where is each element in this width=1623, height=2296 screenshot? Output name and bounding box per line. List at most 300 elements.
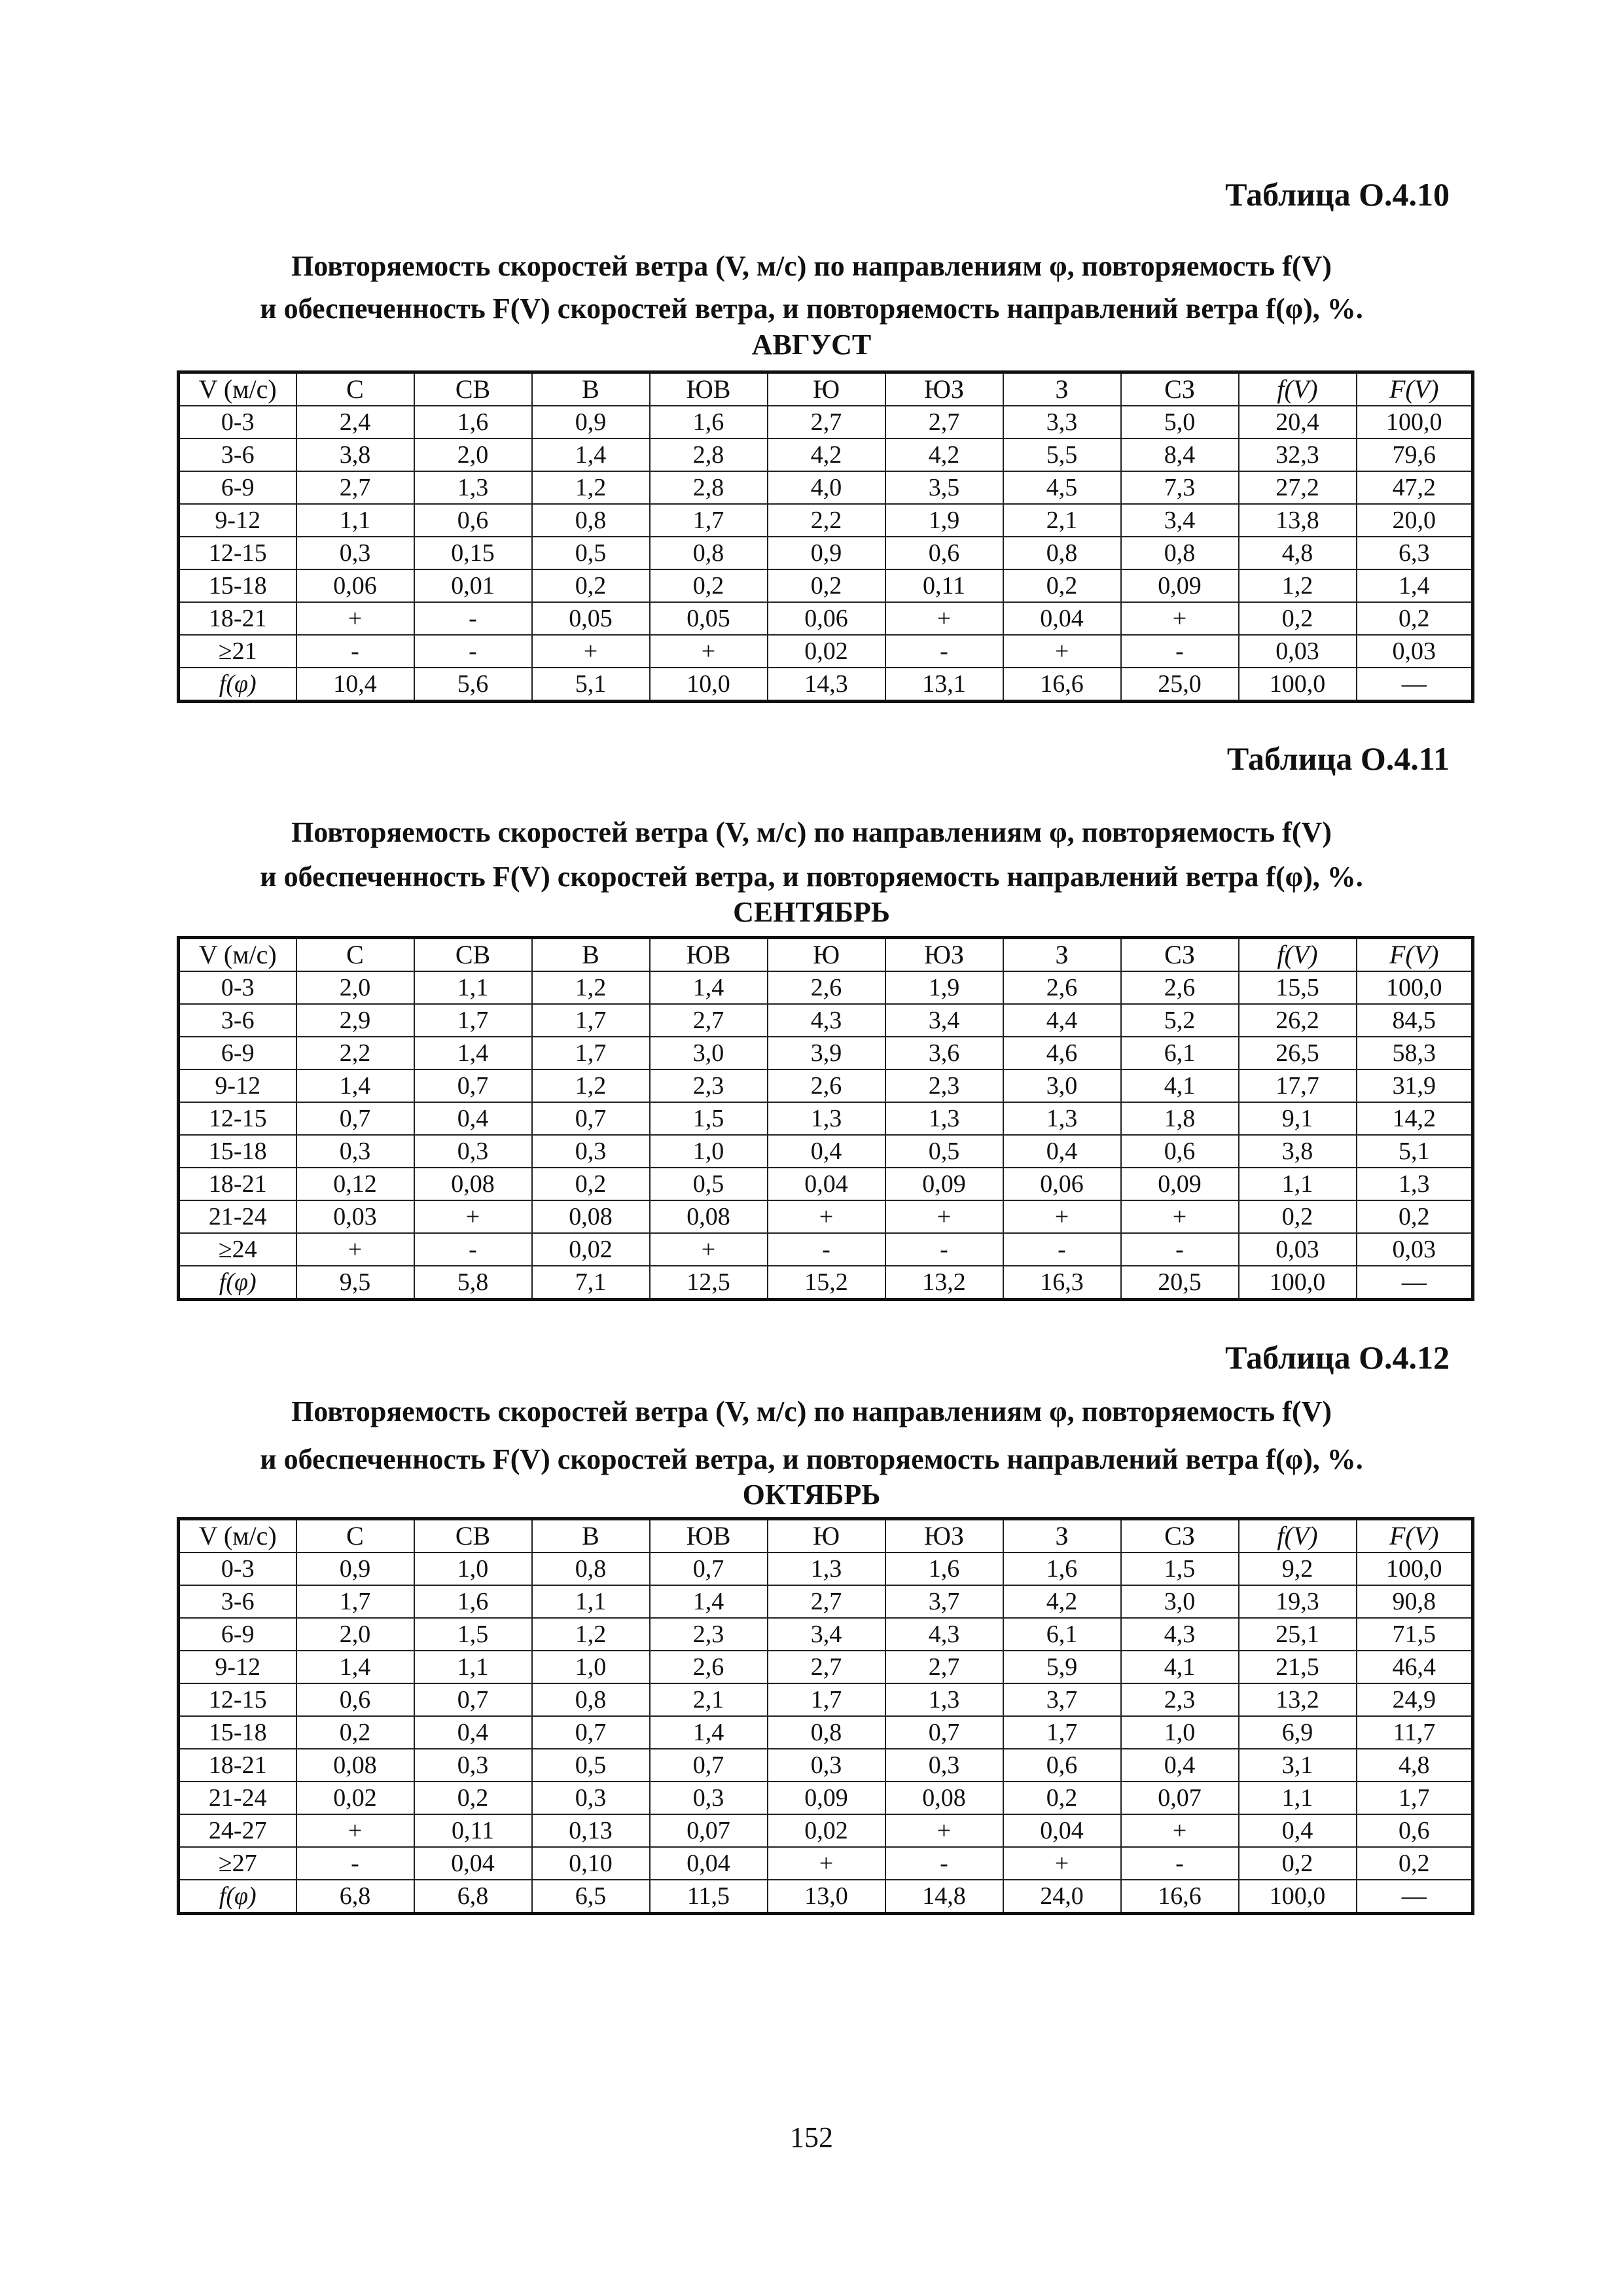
table-cell: 15,2: [768, 1266, 885, 1300]
table-cell: 2,0: [296, 1618, 414, 1651]
table-cell: —: [1357, 1266, 1473, 1300]
table-row: [179, 635, 1473, 668]
table-cell: 1,2: [1239, 569, 1357, 602]
table-cell: 3,4: [768, 1618, 885, 1651]
table-cell: 2,3: [1121, 1683, 1239, 1716]
table-cell: 1,4: [296, 1651, 414, 1683]
table-cell: 0,7: [532, 1716, 650, 1749]
table-cell: -: [1121, 1233, 1239, 1266]
table-cell: 0,2: [296, 1716, 414, 1749]
table-cell: -: [768, 1233, 885, 1266]
table-cell: 0,06: [1003, 1168, 1121, 1200]
column-header: V (м/с): [179, 938, 296, 972]
table-cell: 0,09: [1121, 569, 1239, 602]
table-cell: 1,1: [296, 504, 414, 537]
table-cell: 0,5: [532, 1749, 650, 1782]
table-cell: 1,3: [1357, 1168, 1473, 1200]
table-row: [179, 1716, 1473, 1749]
table-cell: 3,7: [1003, 1683, 1121, 1716]
table-row: [179, 1233, 1473, 1266]
table-cell: 1,5: [1121, 1552, 1239, 1585]
row-label: ≥21: [179, 635, 296, 668]
row-label: ≥24: [179, 1233, 296, 1266]
table-cell: 0,6: [296, 1683, 414, 1716]
table-cell: 100,0: [1357, 406, 1473, 439]
table-cell: 1,3: [885, 1683, 1003, 1716]
table-cell: 1,1: [414, 1651, 532, 1683]
table-cell: 0,04: [650, 1847, 768, 1880]
table-cell: 15,5: [1239, 971, 1357, 1004]
table-cell: 5,2: [1121, 1004, 1239, 1037]
table-row: [179, 1037, 1473, 1069]
table-cell: 1,7: [768, 1683, 885, 1716]
table-cell: 0,10: [532, 1847, 650, 1880]
table-cell: 0,13: [532, 1814, 650, 1847]
table-cell: 1,2: [532, 1069, 650, 1102]
table-cell: +: [650, 1233, 768, 1266]
table-cell: 1,7: [532, 1004, 650, 1037]
table-cell: 90,8: [1357, 1585, 1473, 1618]
table-cell: 0,3: [885, 1749, 1003, 1782]
table-cell: -: [1121, 1847, 1239, 1880]
table-row: [179, 1552, 1473, 1585]
column-header: ЮЗ: [885, 372, 1003, 406]
table-cell: +: [296, 1814, 414, 1847]
table-number: Таблица О.4.12: [1225, 1339, 1450, 1376]
table-row: [179, 1749, 1473, 1782]
table-cell: 0,06: [768, 602, 885, 635]
table-cell: +: [768, 1847, 885, 1880]
table-cell: 2,0: [414, 439, 532, 471]
table-cell: 0,2: [768, 569, 885, 602]
table-cell: +: [885, 1200, 1003, 1233]
table-cell: 0,4: [1239, 1814, 1357, 1847]
row-label: f(φ): [179, 1880, 296, 1914]
table-cell: 4,1: [1121, 1069, 1239, 1102]
table-cell: 4,2: [885, 439, 1003, 471]
table-cell: 0,7: [296, 1102, 414, 1135]
column-header: СЗ: [1121, 938, 1239, 972]
column-header: V (м/с): [179, 1519, 296, 1553]
table-cell: +: [650, 635, 768, 668]
table-cell: 25,0: [1121, 668, 1239, 702]
table-cell: 13,8: [1239, 504, 1357, 537]
table-cell: 0,4: [768, 1135, 885, 1168]
table-cell: 2,6: [768, 971, 885, 1004]
column-header: З: [1003, 372, 1121, 406]
table-cell: 0,03: [296, 1200, 414, 1233]
column-header: СЗ: [1121, 372, 1239, 406]
table-number: Таблица О.4.11: [1226, 740, 1450, 777]
table-cell: 6,8: [414, 1880, 532, 1914]
table-cell: 3,5: [885, 471, 1003, 504]
table-cell: +: [414, 1200, 532, 1233]
table-cell: 0,5: [650, 1168, 768, 1200]
row-label: 3-6: [179, 1585, 296, 1618]
table-cell: 2,1: [1003, 504, 1121, 537]
table-cell: -: [885, 635, 1003, 668]
table-cell: 0,2: [532, 569, 650, 602]
row-label: 18-21: [179, 1168, 296, 1200]
table-cell: 1,7: [650, 504, 768, 537]
column-header: f(V): [1239, 372, 1357, 406]
table-cell: 0,2: [1357, 1200, 1473, 1233]
table-cell: -: [296, 1847, 414, 1880]
table-cell: 0,03: [1239, 635, 1357, 668]
table-cell: 0,11: [414, 1814, 532, 1847]
table-cell: 100,0: [1239, 668, 1357, 702]
table-cell: +: [1003, 635, 1121, 668]
table-cell: 0,15: [414, 537, 532, 569]
column-header: Ю: [768, 1519, 885, 1553]
table-cell: 27,2: [1239, 471, 1357, 504]
table-cell: 16,3: [1003, 1266, 1121, 1300]
column-header: V (м/с): [179, 372, 296, 406]
row-label: f(φ): [179, 1266, 296, 1300]
table-cell: 0,4: [414, 1102, 532, 1135]
table-row: [179, 1585, 1473, 1618]
table-cell: 2,1: [650, 1683, 768, 1716]
page-number: 152: [790, 2121, 833, 2153]
row-label: 3-6: [179, 1004, 296, 1037]
table-cell: -: [1121, 635, 1239, 668]
table-cell: 6,1: [1121, 1037, 1239, 1069]
table-cell: 16,6: [1121, 1880, 1239, 1914]
table-cell: 3,3: [1003, 406, 1121, 439]
row-label: 12-15: [179, 1102, 296, 1135]
table-cell: 1,6: [414, 406, 532, 439]
table-cell: 7,1: [532, 1266, 650, 1300]
table-cell: 46,4: [1357, 1651, 1473, 1683]
table-cell: +: [768, 1200, 885, 1233]
table-cell: 3,4: [885, 1004, 1003, 1037]
table-cell: 4,8: [1239, 537, 1357, 569]
row-label: 9-12: [179, 504, 296, 537]
table-cell: 2,3: [650, 1069, 768, 1102]
table-cell: 0,3: [532, 1135, 650, 1168]
table-cell: 1,3: [1003, 1102, 1121, 1135]
table-cell: 26,5: [1239, 1037, 1357, 1069]
table-cell: 1,8: [1121, 1102, 1239, 1135]
table-cell: 31,9: [1357, 1069, 1473, 1102]
table-cell: 0,02: [768, 635, 885, 668]
table-cell: 13,1: [885, 668, 1003, 702]
table-cell: 5,0: [1121, 406, 1239, 439]
table-cell: 0,12: [296, 1168, 414, 1200]
table-cell: 10,4: [296, 668, 414, 702]
table-cell: 1,9: [885, 504, 1003, 537]
table-caption-line2: и обеспеченность F(V) скоростей ветра, и повторяемость направлений ветра f(φ), %.: [260, 861, 1363, 893]
table-cell: 2,2: [296, 1037, 414, 1069]
table-cell: 2,7: [650, 1004, 768, 1037]
table-cell: 5,9: [1003, 1651, 1121, 1683]
table-cell: +: [885, 1814, 1003, 1847]
table-cell: 3,9: [768, 1037, 885, 1069]
table-cell: 6,8: [296, 1880, 414, 1914]
table-cell: 32,3: [1239, 439, 1357, 471]
table-cell: 0,6: [1121, 1135, 1239, 1168]
table-cell: 14,3: [768, 668, 885, 702]
table-cell: 1,6: [885, 1552, 1003, 1585]
table-cell: 1,5: [414, 1618, 532, 1651]
row-label: 15-18: [179, 1135, 296, 1168]
row-label: 9-12: [179, 1069, 296, 1102]
table-cell: 4,4: [1003, 1004, 1121, 1037]
table-cell: 1,0: [532, 1651, 650, 1683]
table-cell: 6,1: [1003, 1618, 1121, 1651]
table-cell: 12,5: [650, 1266, 768, 1300]
row-label: 21-24: [179, 1200, 296, 1233]
table-cell: 0,2: [414, 1782, 532, 1814]
table-cell: 0,5: [885, 1135, 1003, 1168]
table-cell: 0,9: [532, 406, 650, 439]
table-cell: 2,7: [768, 1585, 885, 1618]
table-cell: -: [414, 635, 532, 668]
table-cell: 1,7: [1003, 1716, 1121, 1749]
table-cell: 0,5: [532, 537, 650, 569]
table-cell: -: [885, 1847, 1003, 1880]
table-cell: 2,3: [650, 1618, 768, 1651]
table-cell: 1,2: [532, 1618, 650, 1651]
table-row: [179, 439, 1473, 471]
table-cell: 4,8: [1357, 1749, 1473, 1782]
table-cell: 0,6: [885, 537, 1003, 569]
table-cell: 71,5: [1357, 1618, 1473, 1651]
table-row: [179, 1880, 1473, 1914]
table-month: АВГУСТ: [751, 329, 872, 361]
column-header: F(V): [1357, 938, 1473, 972]
row-label: 0-3: [179, 406, 296, 439]
table-cell: 0,2: [650, 569, 768, 602]
table-cell: 1,7: [1357, 1782, 1473, 1814]
table-row: [179, 1102, 1473, 1135]
table-cell: -: [414, 1233, 532, 1266]
table-cell: —: [1357, 1880, 1473, 1914]
table-cell: 0,05: [532, 602, 650, 635]
table-cell: 1,6: [650, 406, 768, 439]
table-cell: 2,8: [650, 439, 768, 471]
table-month: ОКТЯБРЬ: [742, 1479, 881, 1511]
table-cell: 2,6: [1121, 971, 1239, 1004]
table-cell: 9,5: [296, 1266, 414, 1300]
table-cell: 3,0: [1121, 1585, 1239, 1618]
table-cell: 1,4: [1357, 569, 1473, 602]
table-cell: 1,4: [296, 1069, 414, 1102]
table-row: [179, 1651, 1473, 1683]
table-row: [179, 668, 1473, 702]
row-label: 24-27: [179, 1814, 296, 1847]
row-label: 6-9: [179, 1037, 296, 1069]
table-cell: 0,7: [532, 1102, 650, 1135]
table-cell: 1,7: [414, 1004, 532, 1037]
table-cell: 0,07: [650, 1814, 768, 1847]
table-cell: 0,3: [414, 1135, 532, 1168]
table-cell: 100,0: [1357, 971, 1473, 1004]
table-row: [179, 1782, 1473, 1814]
table-cell: 19,3: [1239, 1585, 1357, 1618]
row-label: 15-18: [179, 569, 296, 602]
table-cell: 1,1: [1239, 1168, 1357, 1200]
table-cell: 2,9: [296, 1004, 414, 1037]
table-cell: +: [1121, 602, 1239, 635]
table-cell: 0,2: [1003, 1782, 1121, 1814]
row-label: 21-24: [179, 1782, 296, 1814]
table-cell: 1,4: [650, 1585, 768, 1618]
table-caption-line1: Повторяемость скоростей ветра (V, м/с) по направлениям φ, повторяемость f(V): [291, 816, 1332, 848]
table-cell: 1,9: [885, 971, 1003, 1004]
table-row: [179, 504, 1473, 537]
table-header-row: [179, 1519, 1473, 1553]
table-cell: 0,2: [1239, 1847, 1357, 1880]
table-cell: +: [296, 1233, 414, 1266]
table-cell: 1,0: [1121, 1716, 1239, 1749]
table-cell: 0,06: [296, 569, 414, 602]
column-header: В: [532, 1519, 650, 1553]
table-cell: 0,3: [532, 1782, 650, 1814]
column-header: З: [1003, 1519, 1121, 1553]
table-cell: 1,1: [1239, 1782, 1357, 1814]
table-cell: 13,2: [885, 1266, 1003, 1300]
table-cell: 3,0: [650, 1037, 768, 1069]
column-header: ЮЗ: [885, 1519, 1003, 1553]
table-cell: 0,4: [1003, 1135, 1121, 1168]
table-cell: —: [1357, 668, 1473, 702]
table-row: [179, 1200, 1473, 1233]
table-cell: 0,8: [532, 1683, 650, 1716]
table-cell: 0,02: [532, 1233, 650, 1266]
table-cell: 2,7: [885, 406, 1003, 439]
column-header: СЗ: [1121, 1519, 1239, 1553]
table-cell: 4,3: [885, 1618, 1003, 1651]
table-cell: 0,2: [1003, 569, 1121, 602]
table-cell: 0,6: [414, 504, 532, 537]
table-cell: -: [296, 635, 414, 668]
table-cell: 6,5: [532, 1880, 650, 1914]
table-row: [179, 1618, 1473, 1651]
table-cell: 0,02: [768, 1814, 885, 1847]
table-cell: 1,2: [532, 471, 650, 504]
table-cell: 79,6: [1357, 439, 1473, 471]
table-row: [179, 602, 1473, 635]
table-cell: 0,7: [650, 1749, 768, 1782]
table-cell: 14,8: [885, 1880, 1003, 1914]
table-cell: 9,2: [1239, 1552, 1357, 1585]
column-header: СВ: [414, 372, 532, 406]
table-cell: 2,2: [768, 504, 885, 537]
table-cell: 16,6: [1003, 668, 1121, 702]
wind-table-august: [177, 370, 1474, 703]
table-header-row: [179, 938, 1473, 972]
table-cell: 5,1: [532, 668, 650, 702]
table-cell: 1,1: [414, 971, 532, 1004]
table-cell: 100,0: [1239, 1880, 1357, 1914]
table-cell: 2,7: [296, 471, 414, 504]
table-cell: 0,7: [650, 1552, 768, 1585]
table-cell: 0,8: [768, 1716, 885, 1749]
table-cell: 0,6: [1357, 1814, 1473, 1847]
table-cell: 0,08: [532, 1200, 650, 1233]
table-row: [179, 1004, 1473, 1037]
column-header: F(V): [1357, 372, 1473, 406]
row-label: 12-15: [179, 1683, 296, 1716]
table-cell: 0,2: [1239, 602, 1357, 635]
column-header: F(V): [1357, 1519, 1473, 1553]
table-cell: +: [1003, 1847, 1121, 1880]
table-cell: 4,3: [1121, 1618, 1239, 1651]
table-cell: 2,7: [768, 406, 885, 439]
table-cell: 1,0: [414, 1552, 532, 1585]
table-cell: 0,2: [532, 1168, 650, 1200]
column-header: ЮВ: [650, 1519, 768, 1553]
table-cell: +: [296, 602, 414, 635]
table-row: [179, 1069, 1473, 1102]
table-cell: 1,6: [1003, 1552, 1121, 1585]
table-cell: 3,8: [296, 439, 414, 471]
table-cell: 5,8: [414, 1266, 532, 1300]
table-cell: 20,0: [1357, 504, 1473, 537]
table-cell: 13,2: [1239, 1683, 1357, 1716]
table-cell: 5,1: [1357, 1135, 1473, 1168]
table-cell: 7,3: [1121, 471, 1239, 504]
table-row: [179, 406, 1473, 439]
table-cell: -: [414, 602, 532, 635]
table-cell: 0,6: [1003, 1749, 1121, 1782]
row-label: 6-9: [179, 1618, 296, 1651]
row-label: ≥27: [179, 1847, 296, 1880]
table-cell: 4,0: [768, 471, 885, 504]
table-cell: 0,04: [768, 1168, 885, 1200]
table-cell: 4,2: [1003, 1585, 1121, 1618]
table-cell: 0,3: [296, 1135, 414, 1168]
table-cell: 100,0: [1239, 1266, 1357, 1300]
table-cell: 21,5: [1239, 1651, 1357, 1683]
table-cell: 58,3: [1357, 1037, 1473, 1069]
table-cell: 1,3: [414, 471, 532, 504]
table-cell: 0,4: [1121, 1749, 1239, 1782]
column-header: Ю: [768, 372, 885, 406]
column-header: ЮЗ: [885, 938, 1003, 972]
table-row: [179, 971, 1473, 1004]
table-cell: 4,3: [768, 1004, 885, 1037]
table-cell: 0,05: [650, 602, 768, 635]
row-label: 3-6: [179, 439, 296, 471]
table-cell: 2,4: [296, 406, 414, 439]
table-cell: 0,7: [414, 1683, 532, 1716]
row-label: 15-18: [179, 1716, 296, 1749]
table-cell: 0,08: [885, 1782, 1003, 1814]
table-cell: 0,9: [296, 1552, 414, 1585]
table-cell: 0,3: [650, 1782, 768, 1814]
table-cell: 0,08: [650, 1200, 768, 1233]
table-cell: 0,3: [296, 537, 414, 569]
table-cell: 2,3: [885, 1069, 1003, 1102]
table-cell: 0,07: [1121, 1782, 1239, 1814]
table-caption-line2: и обеспеченность F(V) скоростей ветра, и повторяемость направлений ветра f(φ), %.: [260, 293, 1363, 325]
table-cell: 11,5: [650, 1880, 768, 1914]
table-cell: 0,7: [414, 1069, 532, 1102]
table-cell: 0,3: [768, 1749, 885, 1782]
row-label: 9-12: [179, 1651, 296, 1683]
table-cell: 1,1: [532, 1585, 650, 1618]
table-cell: 5,6: [414, 668, 532, 702]
wind-table-september: [177, 936, 1474, 1301]
table-cell: 1,0: [650, 1135, 768, 1168]
table-cell: -: [1003, 1233, 1121, 1266]
table-cell: 0,02: [296, 1782, 414, 1814]
table-cell: 0,03: [1357, 1233, 1473, 1266]
table-row: [179, 1847, 1473, 1880]
table-cell: 0,08: [296, 1749, 414, 1782]
